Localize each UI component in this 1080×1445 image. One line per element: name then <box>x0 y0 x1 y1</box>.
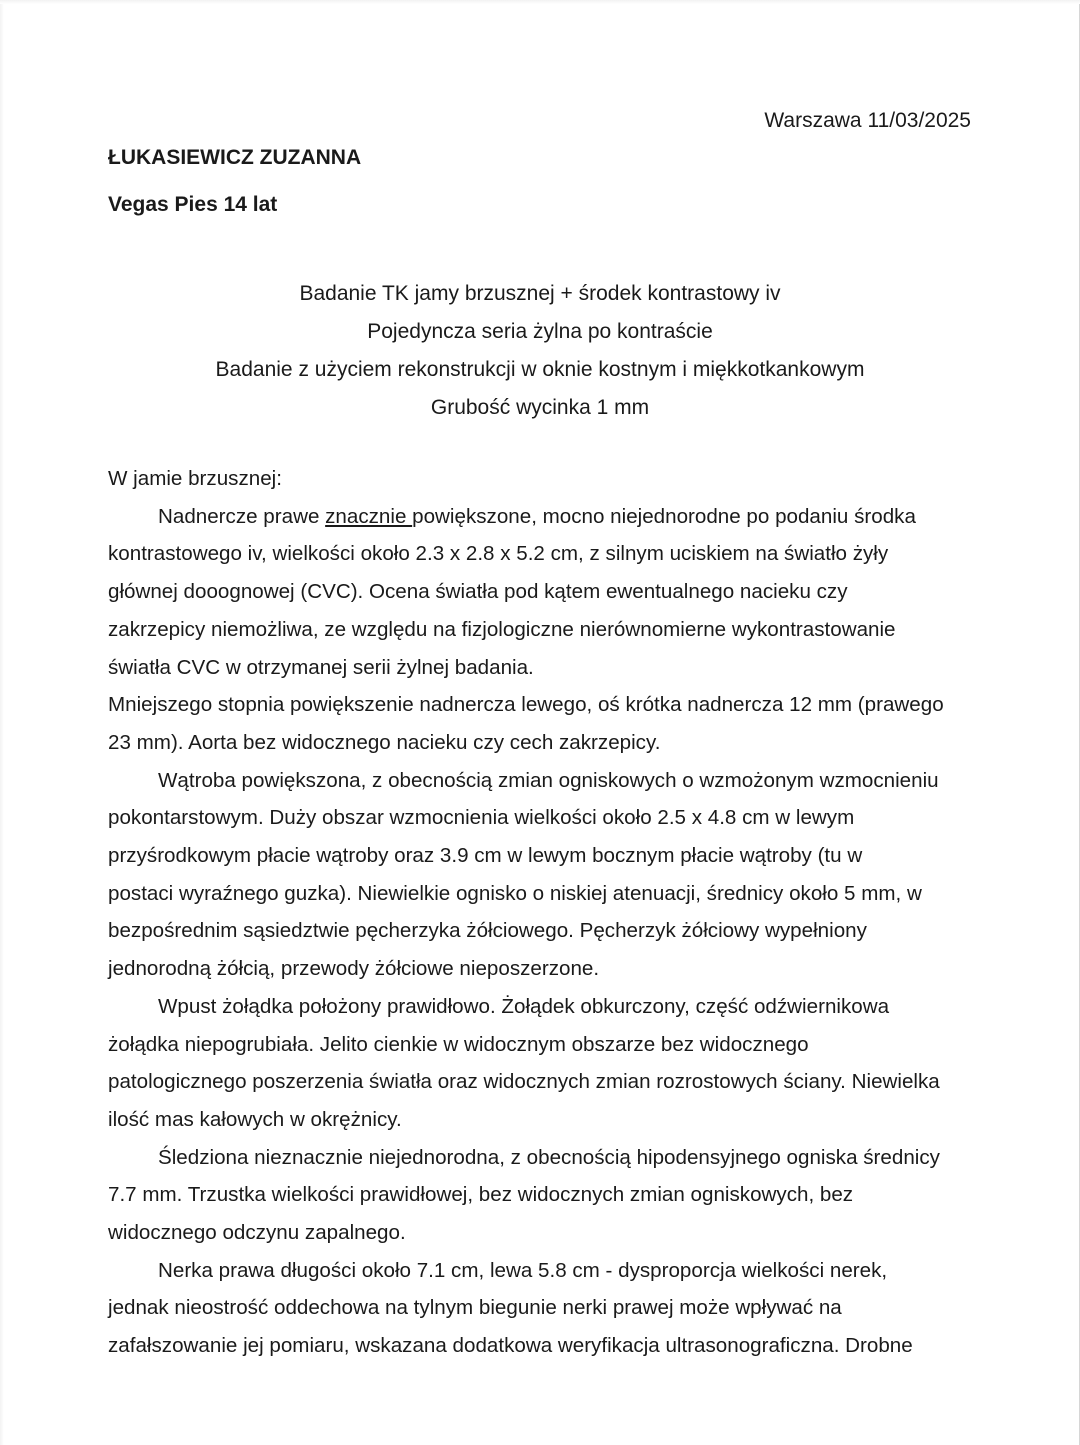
exam-line: Badanie TK jamy brzusznej + środek kontrastowy iv <box>299 282 781 305</box>
patient-line: Vegas Pies 14 lat <box>108 193 278 216</box>
text-run: powiększone, mocno niejednorodne po podaniu środka <box>412 504 916 528</box>
exam-line: Pojedyncza seria żylna po kontraście <box>367 320 713 343</box>
text-run: Nadnercze prawe <box>158 504 326 528</box>
underlined-word: znacznie <box>325 504 413 528</box>
text-line: zafałszowanie jej pomiaru, wskazana dodatkowa weryfikacja ultrasonograficzna. Drobne <box>108 1334 913 1358</box>
text-line: ilość mas kałowych w okrężnicy. <box>108 1107 402 1131</box>
section-heading <box>108 460 974 498</box>
text-line: 7.7 mm. Trzustka wielkości prawidłowej, bez widocznych zmian ogniskowych, bez <box>108 1183 854 1207</box>
text-line: przyśrodkowym płacie wątroby oraz 3.9 cm w lewym bocznym płacie wątroby (tu w <box>108 844 863 868</box>
owner-name: ŁUKASIEWICZ ZUZANNA <box>108 146 362 169</box>
text-line: pokontarstowym. Duży obszar wzmocnienia wielkości około 2.5 x 4.8 cm w lewym <box>108 806 855 830</box>
exam-line: Grubość wycinka 1 mm <box>430 396 650 419</box>
page-edge-shadow <box>0 0 1080 4</box>
text-line: Wpust żołądka położony prawidłowo. Żołądek obkurczony, część odźwiernikowa <box>158 994 890 1018</box>
text-line: jednak nieostrość oddechowa na tylnym biegunie nerki prawej może wpływać na <box>108 1296 842 1320</box>
text-line: widocznego odczynu zapalnego. <box>108 1221 406 1245</box>
text-line: żołądka niepogrubiała. Jelito cienkie w widocznym obszarze bez widocznego <box>108 1032 809 1056</box>
exam-description <box>0 275 1080 427</box>
text-line: jednorodną żółcią, przewody żółciowe nieposzerzone. <box>108 957 600 981</box>
text-line: światła CVC w otrzymanej serii żylnej badania. <box>108 655 534 679</box>
paragraph-spleen <box>108 1139 974 1252</box>
text-line: głównej dooognowej (CVC). Ocena światła pod kątem ewentualnego nacieku czy <box>108 580 848 604</box>
paragraph-stomach <box>108 988 974 1139</box>
text-line: Śledziona nieznacznie niejednorodna, z obecnością hipodensyjnego ogniska średnicy <box>158 1145 940 1169</box>
text-line: zakrzepicy niemożliwa, ze względu na fizjologiczne nierównomierne wykontrastowanie <box>108 617 896 641</box>
text-line: postaci wyraźnego guzka). Niewielkie ognisko o niskiej atenuacji, średnicy około 5 mm, w <box>108 881 922 905</box>
text-line <box>108 498 974 536</box>
text-line: bezpośrednim sąsiedztwie pęcherzyka żółciowego. Pęcherzyk żółciowy wypełniony <box>108 919 867 943</box>
text-line: patologicznego poszerzenia światła oraz widocznych zmian rozrostowych ściany. Niewielka <box>108 1070 940 1094</box>
page-edge-shadow <box>0 0 4 1445</box>
exam-line: Badanie z użyciem rekonstrukcji w oknie kostnym i miękkotkankowym <box>215 358 865 381</box>
text-line: Mniejszego stopnia powiększenie nadnercza lewego, oś krótka nadnercza 12 mm (prawego <box>108 693 944 717</box>
paragraph-adrenal-right <box>108 498 974 687</box>
paragraph-liver <box>108 762 974 988</box>
paragraph-kidneys <box>108 1252 974 1365</box>
report-body <box>108 460 974 1365</box>
paragraph-adrenal-left <box>108 686 974 761</box>
text-line: 23 mm). Aorta bez widocznego nacieku czy cech zakrzepicy. <box>108 730 661 754</box>
text-line: Wątroba powiększona, z obecnością zmian ogniskowych o wzmożonym wzmocnieniu <box>158 768 939 792</box>
text-line: kontrastowego iv, wielkości około 2.3 x 2.8 x 5.2 cm, z silnym uciskiem na światło żyły <box>108 542 889 566</box>
text-line: W jamie brzusznej: <box>108 467 282 490</box>
date-line: Warszawa 11/03/2025 <box>764 109 971 132</box>
text-line: Nerka prawa długości około 7.1 cm, lewa 5.8 cm - dysproporcja wielkości nerek, <box>158 1258 888 1282</box>
